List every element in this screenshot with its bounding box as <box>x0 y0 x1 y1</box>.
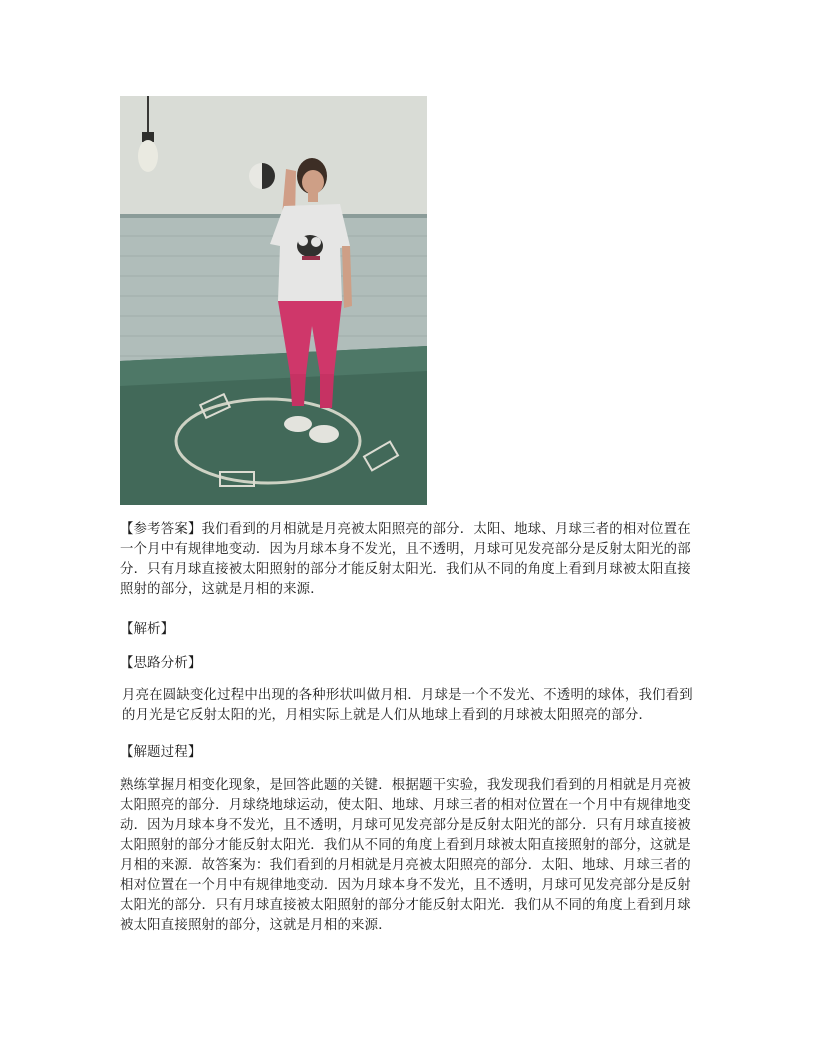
reference-answer-text: 我们看到的月相就是月亮被太阳照亮的部分．太阳、地球、月球三者的相对位置在一个月中有规律地变动．因为月球本身不发光，且不透明，月球可见发亮部分是反射太阳光的部分．只有月球直接被太阳照射的部分才能反射太阳光．我们从不同的角度上看到月球被太阳直接照射的部分，这就是月相的来源． <box>120 522 691 597</box>
reference-answer <box>120 520 700 600</box>
analysis-heading: 【解析】 <box>120 622 175 637</box>
idea-analysis-heading: 【思路分析】 <box>120 656 202 671</box>
experiment-photo <box>120 96 427 505</box>
reference-answer-label: 【参考答案】 <box>120 522 202 537</box>
solution-process-text: 熟练掌握月相变化现象，是回答此题的关键．根据题干实验，我发现我们看到的月相就是月亮被太阳照亮的部分．月球绕地球运动，使太阳、地球、月球三者的相对位置在一个月中有规律地变动．因为月球本身不发光，且不透明，月球可见发亮部分是反射太阳光的部分．只有月球直接被太阳照射的部分才能反射太阳光．我们从不同的角度上看到月球被太阳直接照射的部分，这就是月相的来源．故答案为：我们看到的月相就是月亮被太阳照亮的部分．太阳、地球、月球三者的相对位置在一个月中有规律地变动．因为月球本身不发光，且不透明，月球可见发亮部分是反射太阳光的部分．只有月球直接被太阳照射的部分才能反射太阳光．我们从不同的角度上看到月球被太阳直接照射的部分，这就是月相的来源． <box>120 778 691 933</box>
solution-process-heading: 【解题过程】 <box>120 745 202 760</box>
idea-analysis-text: 月亮在圆缺变化过程中出现的各种形状叫做月相．月球是一个不发光、不透明的球体，我们看到的月光是它反射太阳的光，月相实际上就是人们从地球上看到的月球被太阳照亮的部分． <box>122 688 693 723</box>
